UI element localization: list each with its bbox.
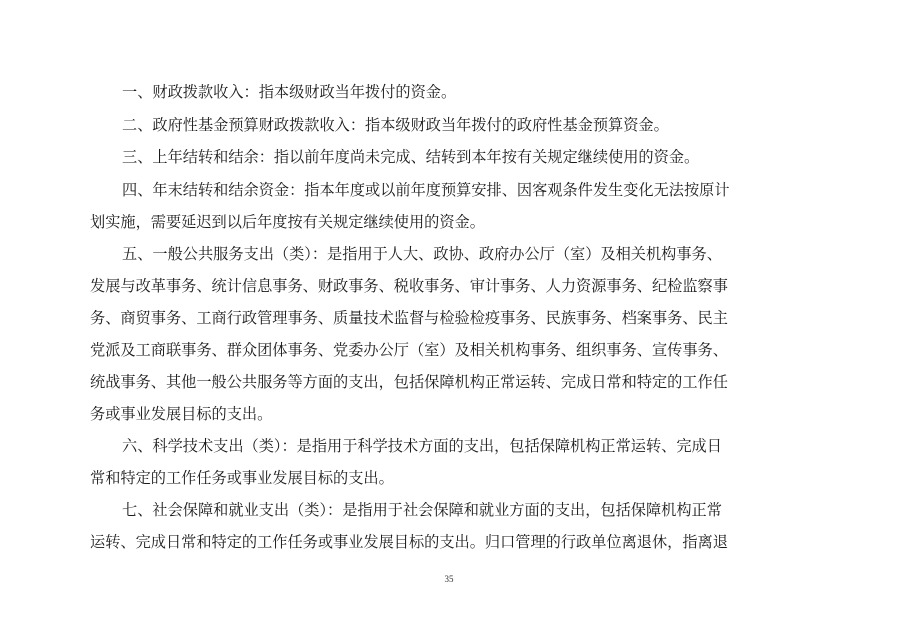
paragraph-line: 六、科学技术支出（类）：是指用于科学技术方面的支出，包括保障机构正常运转、完成日	[122, 437, 722, 455]
paragraph-line: 统战事务、其他一般公共服务等方面的支出，包括保障机构正常运转、完成日常和特定的工作任	[90, 373, 728, 391]
paragraph-line: 常和特定的工作任务或事业发展目标的支出。	[90, 469, 394, 487]
paragraph-line: 二、政府性基金预算财政拨款收入：指本级财政当年拨付的政府性基金预算资金。	[122, 116, 669, 134]
paragraph-line: 运转、完成日常和特定的工作任务或事业发展目标的支出。归口管理的行政单位离退休，指离退	[90, 533, 728, 551]
paragraph-line: 四、年末结转和结余资金：指本年度或以前年度预算安排、因客观条件发生变化无法按原计	[122, 181, 730, 199]
paragraph-line: 三、上年结转和结余：指以前年度尚未完成、结转到本年按有关规定继续使用的资金。	[122, 148, 700, 166]
paragraph-line: 务、商贸事务、工商行政管理事务、质量技术监督与检验检疫事务、民族事务、档案事务、民主	[90, 309, 728, 327]
paragraph-line: 五、一般公共服务支出（类）：是指用于人大、政协、政府办公厅（室）及相关机构事务、	[122, 245, 722, 263]
paragraph-line: 一、财政拨款收入：指本级财政当年拨付的资金。	[122, 83, 457, 101]
page-number: 35	[444, 574, 454, 584]
paragraph-line: 发展与改革事务、统计信息事务、财政事务、税收事务、审计事务、人力资源事务、纪检监察事	[90, 277, 728, 295]
paragraph-line: 党派及工商联事务、群众团体事务、党委办公厅（室）及相关机构事务、组织事务、宣传事务、	[90, 341, 728, 359]
paragraph-line: 务或事业发展目标的支出。	[90, 405, 273, 423]
paragraph-line: 划实施，需要延迟到以后年度按有关规定继续使用的资金。	[90, 213, 485, 231]
paragraph-line: 七、社会保障和就业支出（类）：是指用于社会保障和就业方面的支出，包括保障机构正常	[122, 501, 722, 519]
